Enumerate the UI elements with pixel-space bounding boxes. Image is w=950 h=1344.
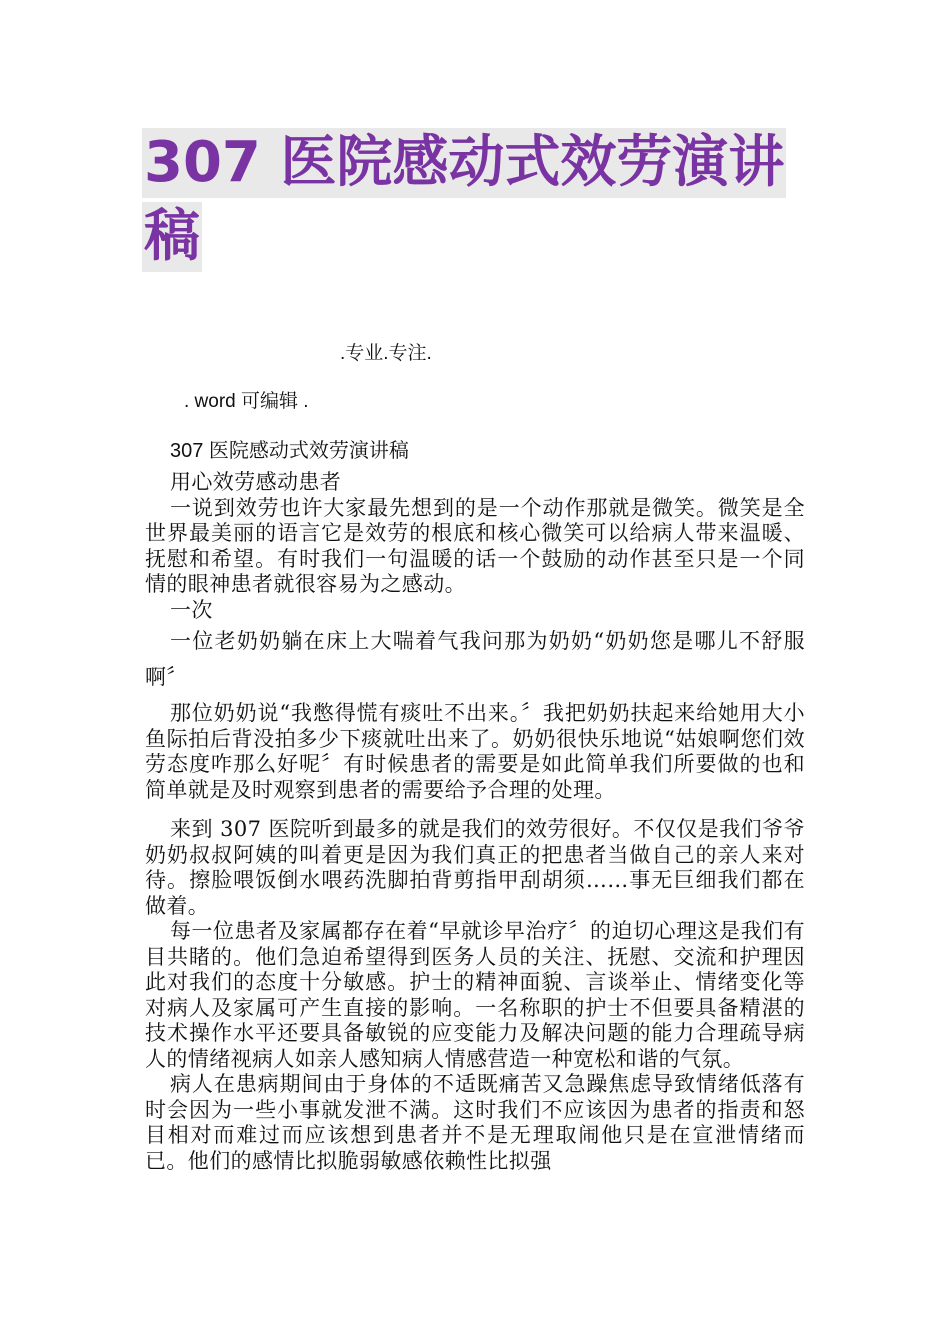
document-title (142, 128, 822, 276)
paragraph: 病人在患病期间由于身体的不适既痛苦又急躁焦虑导致情绪低落有时会因为一些小事就发泄不满。这时我们不应该因为患者的指责和怒目相对而难过而应该想到患者并不是无理取闹他只是在宣泄情绪而已。他们的感情比拟脆弱敏感依赖性比拟强 (145, 1072, 805, 1173)
paragraph: 每一位患者及家属都存在着“早就诊早治疗〞的迫切心理这是我们有目共睹的。他们急迫希望得到医务人员的关注、抚慰、交流和护理因此对我们的态度十分敏感。护士的精神面貌、言谈举止、情绪变化等对病人及家属可产生直接的影响。一名称职的护士不但要具备精湛的技术操作水平还要具备敏锐的应变能力及解决问题的能力合理疏导病人的情绪视病人如亲人感知病人情感营造一种宽松和谐的气氛。 (145, 919, 805, 1071)
title-line-1: 307 医院感动式效劳演讲 (142, 128, 786, 198)
meta-tagline: .专业.专注. (340, 343, 432, 364)
paragraph: 一次 (170, 597, 213, 622)
paragraph: 那位奶奶说“我憋得慌有痰吐不出来。〞我把奶奶扶起来给她用大小鱼际拍后背没拍多少下痰就吐出来了。奶奶很快乐地说“姑娘啊您们效劳态度咋那么好呢〞有时候患者的需要是如此简单我们所要做的也和简单就是及时观察到患者的需要给予合理的处理。 (145, 701, 805, 802)
document-body (145, 470, 805, 1174)
paragraph: 用心效劳感动患者 (170, 470, 342, 494)
document-heading: 307 医院感动式效劳演讲稿 (170, 440, 409, 462)
paragraph: 来到 307 医院听到最多的就是我们的效劳很好。不仅仅是我们爷爷奶奶叔叔阿姨的叫着更是因为我们真正的把患者当做自己的亲人来对待。擦脸喂饭倒水喂药洗脚拍背剪指甲刮胡须……事无巨细我们都在做着。 (145, 817, 805, 918)
title-line-2: 稿 (142, 202, 202, 272)
paragraph: 一说到效劳也许大家最先想到的是一个动作那就是微笑。微笑是全世界最美丽的语言它是效劳的根底和核心微笑可以给病人带来温暖、抚慰和希望。有时我们一句温暖的话一个鼓励的动作甚至只是一个同情的眼神患者就很容易为之感动。 (145, 495, 805, 596)
paragraph: 一位老奶奶躺在床上大喘着气我问那为奶奶“奶奶您是哪儿不舒服啊〞 (145, 629, 805, 689)
meta-editable-note: . word 可编辑 . (184, 391, 309, 412)
